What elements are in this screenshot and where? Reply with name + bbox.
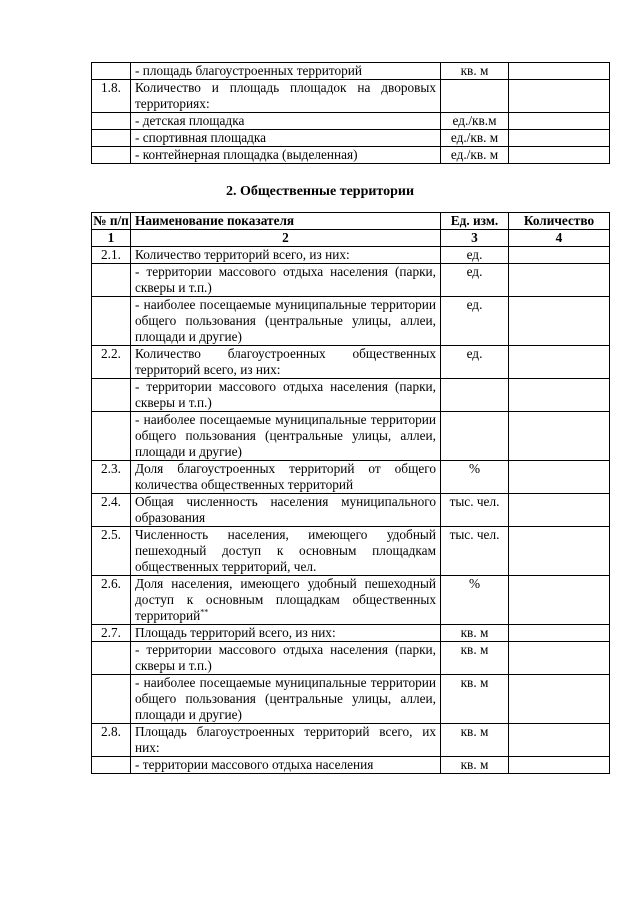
- row-quantity: [509, 461, 610, 494]
- row-indicator-name: - площадь благоустроенных территорий: [131, 63, 441, 80]
- table-row: [92, 675, 610, 724]
- section-title: 2. Общественные территории: [225, 184, 415, 199]
- row-indicator-name: - территории массового отдыха населения: [131, 757, 441, 774]
- row-number: 2.4.: [92, 494, 131, 527]
- col-index-3: 3: [441, 230, 509, 247]
- row-unit: кв. м: [441, 625, 509, 642]
- table-row: [92, 625, 610, 642]
- row-quantity: [509, 147, 610, 164]
- row-quantity: [509, 264, 610, 297]
- header-num: № п/п: [93, 213, 129, 228]
- row-number: 2.5.: [92, 527, 131, 576]
- row-number: 1.8.: [92, 80, 131, 113]
- row-number: [92, 147, 131, 164]
- column-index-row: [92, 230, 610, 247]
- table-row: [92, 247, 610, 264]
- public-territories-table: [91, 212, 610, 774]
- row-number: 2.2.: [92, 346, 131, 379]
- table-row: [92, 63, 610, 80]
- row-quantity: [509, 724, 610, 757]
- row-unit: ед.: [441, 264, 509, 297]
- row-indicator-name: Доля населения, имеющего удобный пешеходный доступ к основным площадкам общественных территорий**: [131, 576, 441, 625]
- row-unit: кв. м: [441, 675, 509, 724]
- row-indicator-name: Общая численность населения муниципального образования: [131, 494, 441, 527]
- row-unit: %: [441, 576, 509, 625]
- row-number: [92, 264, 131, 297]
- row-indicator-name: - наиболее посещаемые муниципальные территории общего пользования (центральные улицы, аллеи, площади и другие): [131, 675, 441, 724]
- row-quantity: [509, 297, 610, 346]
- row-quantity: [509, 625, 610, 642]
- row-indicator-name: - спортивная площадка: [131, 130, 441, 147]
- row-unit: ед.: [441, 346, 509, 379]
- row-number: 2.3.: [92, 461, 131, 494]
- row-indicator-name: - детская площадка: [131, 113, 441, 130]
- row-unit: кв. м: [441, 642, 509, 675]
- table-row: [92, 113, 610, 130]
- row-number: [92, 379, 131, 412]
- row-indicator-name: - территории массового отдыха населения (парки, скверы и т.п.): [131, 264, 441, 297]
- table-row: [92, 379, 610, 412]
- row-indicator-name: Доля благоустроенных территорий от общего количества общественных территорий: [131, 461, 441, 494]
- row-unit: ед./кв. м: [441, 130, 509, 147]
- row-quantity: [509, 247, 610, 264]
- row-unit: %: [441, 461, 509, 494]
- header-name: Наименование показателя: [131, 213, 441, 230]
- row-indicator-name: - контейнерная площадка (выделенная): [131, 147, 441, 164]
- row-unit: ед./кв.м: [441, 113, 509, 130]
- row-unit: тыс. чел.: [441, 494, 509, 527]
- row-number: [92, 675, 131, 724]
- table-header-row: [92, 213, 610, 230]
- row-number: 2.7.: [92, 625, 131, 642]
- row-number: [92, 113, 131, 130]
- top-table-body: [92, 63, 610, 164]
- row-number: [92, 642, 131, 675]
- row-quantity: [509, 63, 610, 80]
- row-number: 2.8.: [92, 724, 131, 757]
- row-quantity: [509, 494, 610, 527]
- table-row: [92, 757, 610, 774]
- row-unit: [441, 412, 509, 461]
- row-indicator-name: Площадь территорий всего, из них:: [131, 625, 441, 642]
- row-indicator-name: - территории массового отдыха населения (парки, скверы и т.п.): [131, 379, 441, 412]
- table-row: [92, 576, 610, 625]
- table-row: [92, 724, 610, 757]
- col-index-2: 2: [131, 230, 441, 247]
- row-indicator-name: - наиболее посещаемые муниципальные территории общего пользования (центральные улицы, аллеи, площади и другие): [131, 412, 441, 461]
- row-unit: ед./кв. м: [441, 147, 509, 164]
- row-unit: кв. м: [441, 757, 509, 774]
- row-indicator-name: Количество благоустроенных общественных территорий всего, из них:: [131, 346, 441, 379]
- row-number: [92, 130, 131, 147]
- row-unit: [441, 80, 509, 113]
- row-indicator-name: Количество и площадь площадок на дворовых территориях:: [131, 80, 441, 113]
- table-row: [92, 130, 610, 147]
- table-row: [92, 147, 610, 164]
- row-unit: ед.: [441, 297, 509, 346]
- row-unit: ед.: [441, 247, 509, 264]
- table-row: [92, 264, 610, 297]
- row-number: 2.1.: [92, 247, 131, 264]
- table-row: [92, 412, 610, 461]
- row-unit: тыс. чел.: [441, 527, 509, 576]
- row-quantity: [509, 757, 610, 774]
- header-unit: Ед. изм.: [441, 213, 509, 230]
- row-quantity: [509, 642, 610, 675]
- table-row: [92, 297, 610, 346]
- table-row: [92, 642, 610, 675]
- table-row: [92, 346, 610, 379]
- row-quantity: [509, 576, 610, 625]
- header-qty: Количество: [509, 213, 610, 230]
- footnote-marker: **: [200, 607, 209, 617]
- row-number: 2.6.: [92, 576, 131, 625]
- col-index-4: 4: [509, 230, 610, 247]
- table-row: [92, 461, 610, 494]
- row-indicator-name: Количество территорий всего, из них:: [131, 247, 441, 264]
- row-quantity: [509, 130, 610, 147]
- row-quantity: [509, 412, 610, 461]
- row-quantity: [509, 527, 610, 576]
- row-number: [92, 412, 131, 461]
- row-number: [92, 757, 131, 774]
- table-row: [92, 527, 610, 576]
- row-unit: кв. м: [441, 724, 509, 757]
- col-index-1: 1: [92, 230, 131, 247]
- row-quantity: [509, 113, 610, 130]
- row-indicator-name: Площадь благоустроенных территорий всего, их них:: [131, 724, 441, 757]
- row-number: [92, 63, 131, 80]
- row-number: [92, 297, 131, 346]
- row-quantity: [509, 346, 610, 379]
- row-indicator-name: Численность населения, имеющего удобный пешеходный доступ к основным площадкам общественных территорий, чел.: [131, 527, 441, 576]
- row-quantity: [509, 80, 610, 113]
- row-indicator-name: - наиболее посещаемые муниципальные территории общего пользования (центральные улицы, аллеи, площади и другие): [131, 297, 441, 346]
- dwelling-yards-table: [91, 62, 610, 164]
- row-quantity: [509, 379, 610, 412]
- table-row: [92, 80, 610, 113]
- row-quantity: [509, 675, 610, 724]
- row-unit: [441, 379, 509, 412]
- row-indicator-name: - территории массового отдыха населения (парки, скверы и т.п.): [131, 642, 441, 675]
- table-row: [92, 494, 610, 527]
- main-table-body: [92, 213, 610, 774]
- row-unit: кв. м: [441, 63, 509, 80]
